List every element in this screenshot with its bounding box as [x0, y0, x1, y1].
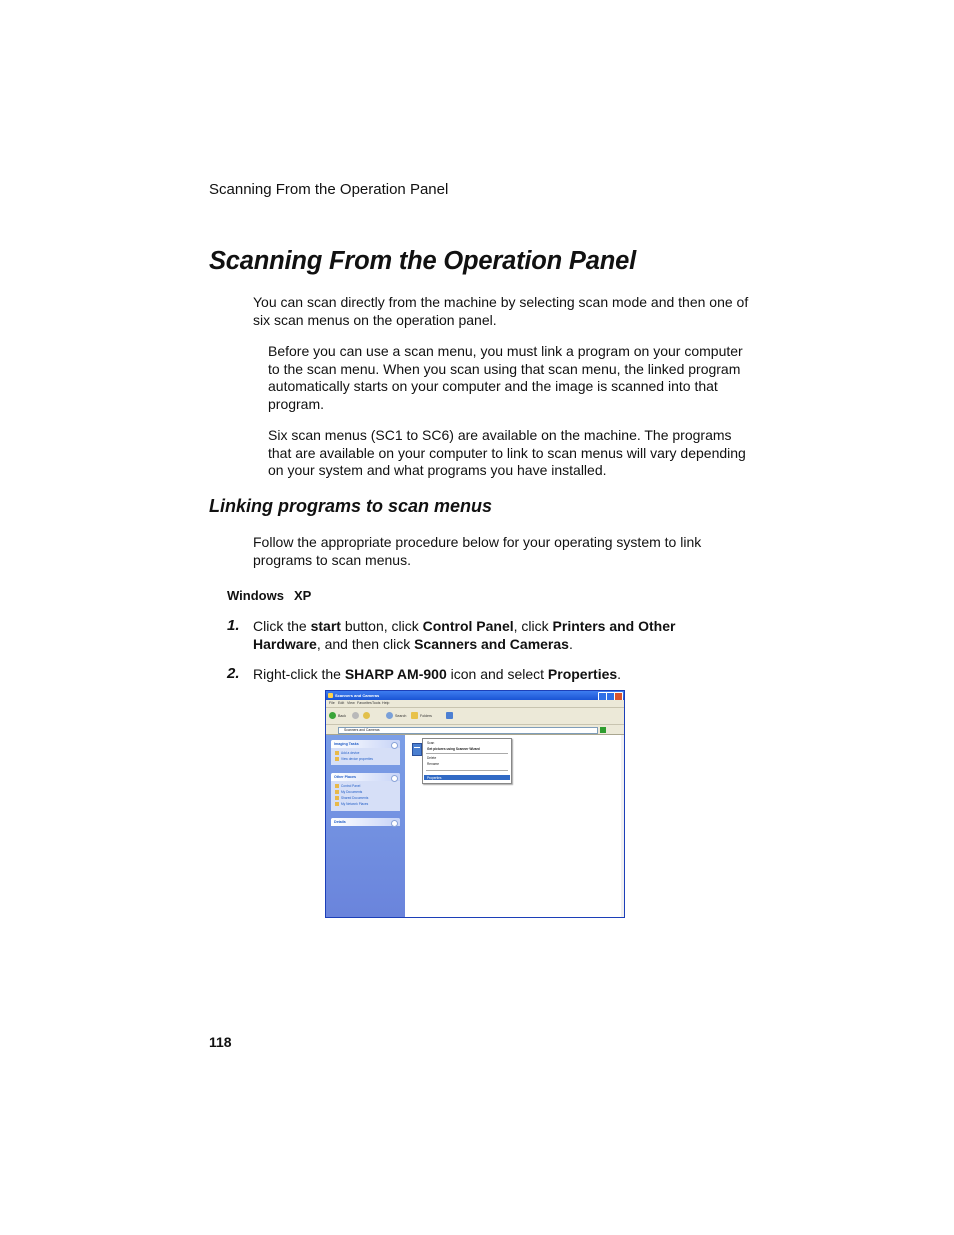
os-label-windows: Windows — [227, 588, 284, 603]
ctx-separator — [426, 753, 508, 754]
menu-favorites[interactable]: Favorites — [357, 701, 372, 705]
task-add-device[interactable]: Add a device — [335, 751, 359, 755]
step-1-text-e: , click — [513, 618, 553, 634]
address-text: Scanners and Cameras — [344, 728, 380, 732]
ctx-separator — [426, 770, 508, 771]
os-label-version: XP — [293, 588, 312, 603]
task-view-properties[interactable]: View device properties — [335, 757, 373, 761]
place-shared-documents[interactable]: Shared Documents — [335, 796, 368, 800]
menu-view[interactable]: View — [347, 701, 355, 705]
step-1-control-panel: Control Panel — [422, 618, 514, 634]
ctx-get-pictures[interactable]: Get pictures using Scanner Wizard — [427, 747, 480, 751]
step-2-text — [253, 666, 733, 684]
note-paragraph-scan-menus: Six scan menus (SC1 to SC6) are available on the machine. The programs that are available on your computer to link to scan menus will vary depending on your system and what programs you have installed. — [268, 427, 746, 479]
page-number: 118 — [209, 1034, 232, 1050]
forward-icon[interactable] — [352, 712, 359, 719]
details-header[interactable] — [331, 818, 400, 826]
folder-icon — [335, 796, 339, 800]
running-header: Scanning From the Operation Panel — [209, 181, 449, 198]
control-panel-icon — [335, 784, 339, 788]
folders-icon[interactable] — [411, 712, 418, 719]
back-icon[interactable] — [329, 712, 336, 719]
expand-chevron-icon[interactable] — [391, 820, 398, 827]
window-titlebar — [326, 691, 624, 700]
step-1-text-c: button, click — [340, 618, 423, 634]
place-my-network-places[interactable]: My Network Places — [335, 802, 368, 806]
details-panel — [331, 818, 400, 826]
step-2-text-e: . — [617, 666, 622, 682]
step-2-text-c: icon and select — [446, 666, 548, 682]
folder-icon — [335, 790, 339, 794]
imaging-tasks-panel — [331, 740, 400, 765]
back-label[interactable]: Back — [338, 714, 346, 718]
search-icon[interactable] — [386, 712, 393, 719]
other-places-header[interactable] — [331, 773, 400, 781]
up-folder-icon[interactable] — [363, 712, 370, 719]
page-title: Scanning From the Operation Panel — [209, 247, 636, 275]
ctx-properties[interactable] — [424, 775, 510, 780]
step-1-scanners-cameras: Scanners and Cameras — [414, 635, 569, 652]
window-title: Scanners and Cameras — [335, 693, 380, 698]
toolbar — [326, 708, 624, 725]
ctx-rename[interactable]: Rename — [427, 762, 440, 766]
place-my-documents[interactable]: My Documents — [335, 790, 362, 794]
details-heading: Details — [334, 820, 346, 824]
imaging-tasks-heading: Imaging Tasks — [334, 742, 359, 746]
task-pane — [326, 735, 405, 917]
section-intro: Follow the appropriate procedure below for your operating system to link programs to scan menus. — [253, 534, 702, 568]
menu-tools[interactable]: Tools — [372, 701, 381, 705]
scrollbar[interactable] — [621, 735, 624, 917]
step-2-text-a: Right-click the — [253, 666, 345, 682]
network-icon — [335, 802, 339, 806]
step-1-printers-hardware: Printers and Other Hardware — [253, 618, 676, 652]
scanners-cameras-screenshot — [325, 690, 625, 918]
address-field[interactable] — [338, 727, 598, 735]
intro-paragraph: You can scan directly from the machine by selecting scan mode and then one of six scan menus on the operation panel. — [253, 294, 749, 328]
menu-edit[interactable]: Edit — [338, 701, 345, 705]
imaging-tasks-header[interactable] — [331, 740, 400, 748]
os-label — [227, 588, 311, 603]
add-device-icon — [335, 751, 339, 755]
folders-label[interactable]: Folders — [420, 714, 432, 718]
other-places-panel — [331, 773, 400, 811]
ctx-scan[interactable]: Scan — [427, 741, 435, 745]
step-1-start: start — [310, 618, 341, 634]
place-control-panel[interactable]: Control Panel — [335, 784, 360, 788]
properties-icon — [335, 757, 339, 761]
context-menu — [422, 738, 512, 784]
menu-bar — [326, 700, 624, 708]
note-paragraph-link: Before you can use a scan menu, you must link a program on your computer to the scan menu. When you scan using that scan menu, the linked program automatically starts on your computer and the image is scanned into that program. — [268, 343, 743, 413]
step-1-text — [253, 618, 733, 653]
step-1-text-i: . — [568, 635, 573, 652]
views-icon[interactable] — [446, 712, 453, 719]
step-2-device: SHARP AM-900 — [344, 666, 447, 682]
step-1-number: 1. — [227, 617, 240, 634]
go-icon[interactable] — [600, 727, 606, 733]
other-places-heading: Other Places — [334, 775, 356, 779]
scanner-icon[interactable] — [412, 743, 422, 756]
address-bar — [326, 725, 624, 735]
step-1-text-g: , and then click — [316, 635, 415, 652]
ctx-delete[interactable]: Delete — [427, 756, 437, 760]
step-1-text-a: Click the — [253, 618, 311, 634]
step-2-number: 2. — [227, 665, 240, 682]
menu-help[interactable]: Help — [382, 701, 390, 705]
collapse-chevron-icon[interactable] — [391, 742, 398, 749]
content-pane — [405, 735, 624, 917]
search-label[interactable]: Search — [395, 714, 407, 718]
ctx-properties-label: Properties — [427, 775, 442, 780]
section-title: Linking programs to scan menus — [209, 496, 493, 516]
step-2-properties: Properties — [547, 666, 618, 682]
menu-file[interactable]: File — [329, 701, 335, 705]
collapse-chevron-icon[interactable] — [391, 775, 398, 782]
folder-icon — [328, 693, 333, 698]
